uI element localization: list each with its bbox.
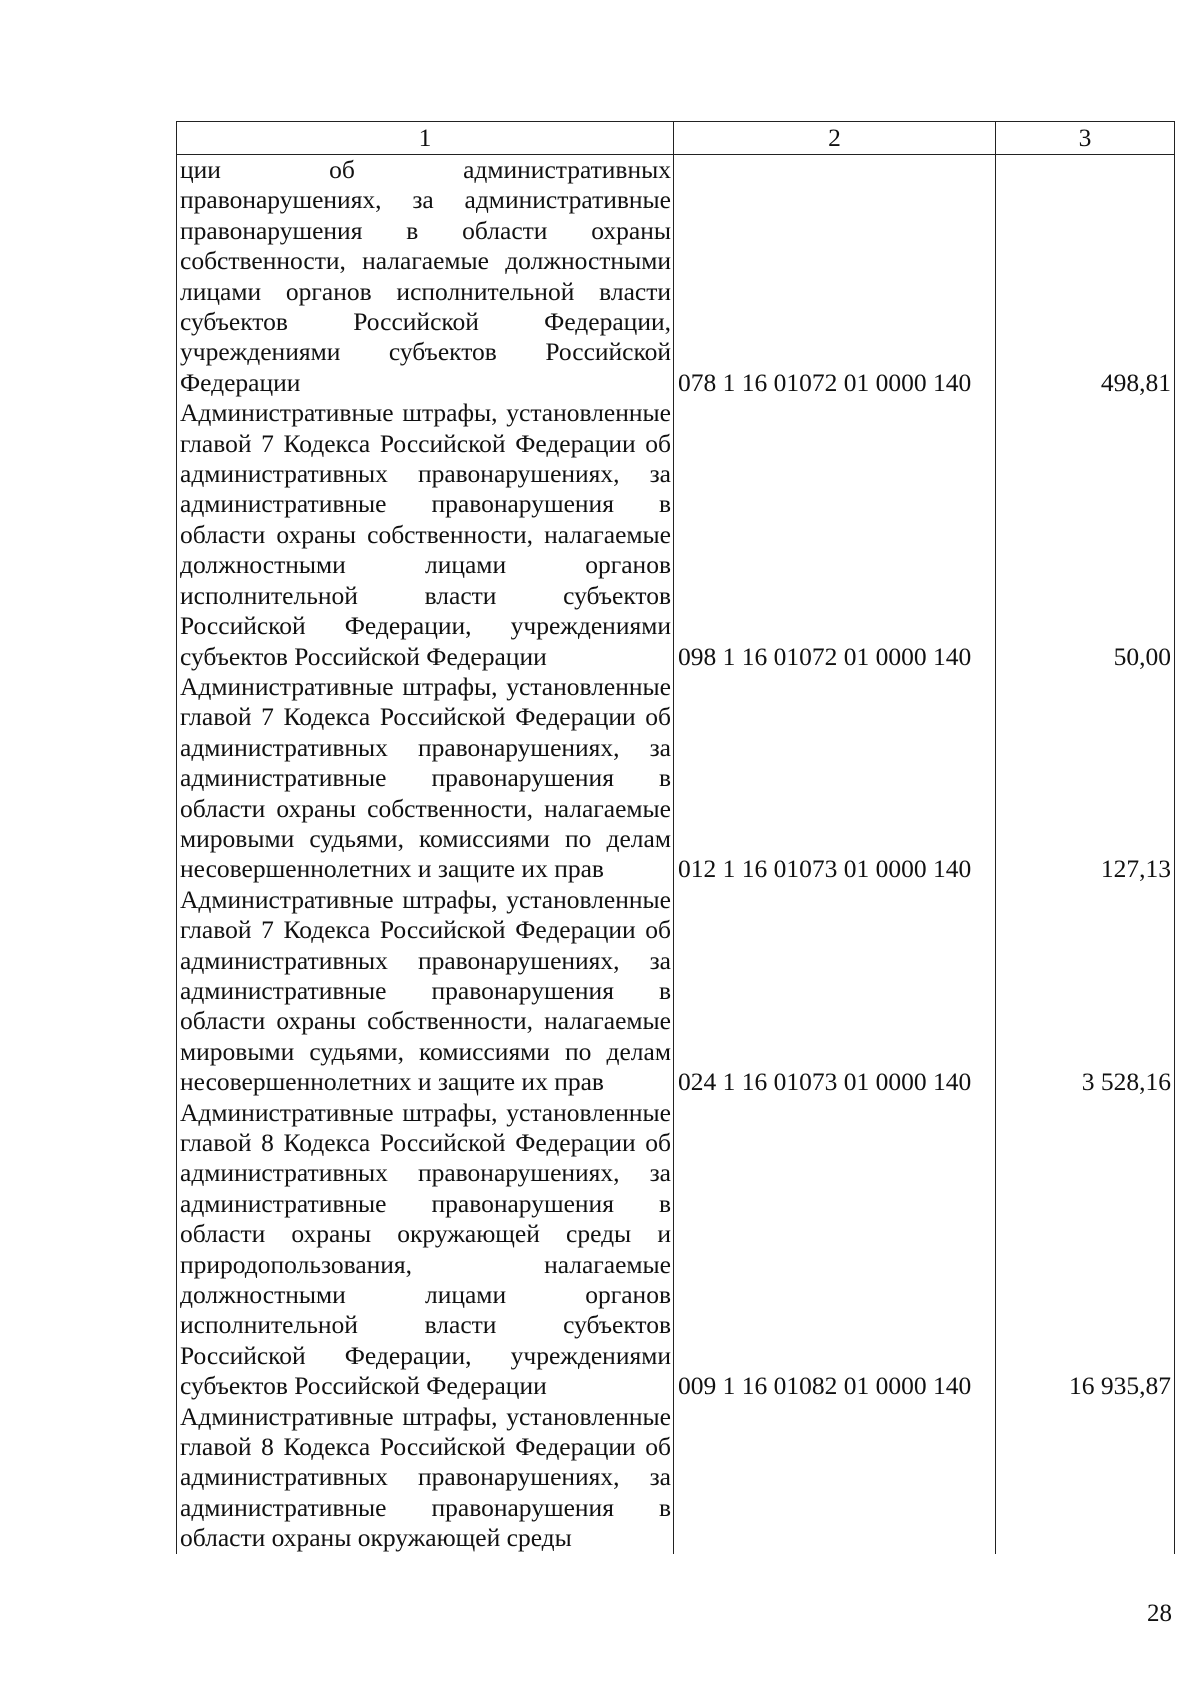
row-description: Административные штрафы, установленные главой 8 Кодекса Российской Федерации об административных правонарушениях, за административные правонарушения в области охраны окружающей среды [177, 1402, 674, 1554]
column-header-3: 3 [996, 122, 1175, 155]
column-header-1: 1 [177, 122, 674, 155]
row-amount: 127,13 [996, 672, 1175, 885]
row-amount: 3 528,16 [996, 885, 1175, 1098]
table-row [177, 1402, 1175, 1554]
row-code: 024 1 16 01073 01 0000 140 [674, 885, 996, 1098]
page-number: 28 [1147, 1600, 1172, 1627]
row-description: Административные штрафы, установленные главой 8 Кодекса Российской Федерации об административных правонарушениях, за административные правонарушения в области охраны окружающей среды и природопользования, налагаемые должностными лицами органов исполнительной власти субъектов Российской Федерации, учреждениями субъектов Российской Федерации [177, 1098, 674, 1402]
row-amount [996, 1402, 1175, 1554]
row-description: ции об административных правонарушениях, за административные правонарушения в области охраны собственности, налагаемые должностными лицами органов исполнительной власти субъектов Российской Федерации, учреждениями субъектов Российской Федерации [177, 155, 674, 399]
row-description: Административные штрафы, установленные главой 7 Кодекса Российской Федерации об административных правонарушениях, за административные правонарушения в области охраны собственности, налагаемые мировыми судьями, комиссиями по делам несовершеннолетних и защите их прав [177, 672, 674, 885]
row-code: 012 1 16 01073 01 0000 140 [674, 672, 996, 885]
column-header-2: 2 [674, 122, 996, 155]
table-row [177, 1098, 1175, 1402]
table-header-row [177, 122, 1175, 155]
row-amount: 50,00 [996, 398, 1175, 672]
budget-revenue-table [176, 121, 1175, 1554]
table-row [177, 398, 1175, 672]
table-row [177, 672, 1175, 885]
row-code: 078 1 16 01072 01 0000 140 [674, 155, 996, 399]
row-description: Административные штрафы, установленные главой 7 Кодекса Российской Федерации об административных правонарушениях, за административные правонарушения в области охраны собственности, налагаемые мировыми судьями, комиссиями по делам несовершеннолетних и защите их прав [177, 885, 674, 1098]
table-row [177, 885, 1175, 1098]
row-amount: 16 935,87 [996, 1098, 1175, 1402]
row-amount: 498,81 [996, 155, 1175, 399]
row-description: Административные штрафы, установленные главой 7 Кодекса Российской Федерации об административных правонарушениях, за административные правонарушения в области охраны собственности, налагаемые должностными лицами органов исполнительной власти субъектов Российской Федерации, учреждениями субъектов Российской Федерации [177, 398, 674, 672]
row-code [674, 1402, 996, 1554]
row-code: 098 1 16 01072 01 0000 140 [674, 398, 996, 672]
table-row [177, 155, 1175, 399]
row-code: 009 1 16 01082 01 0000 140 [674, 1098, 996, 1402]
